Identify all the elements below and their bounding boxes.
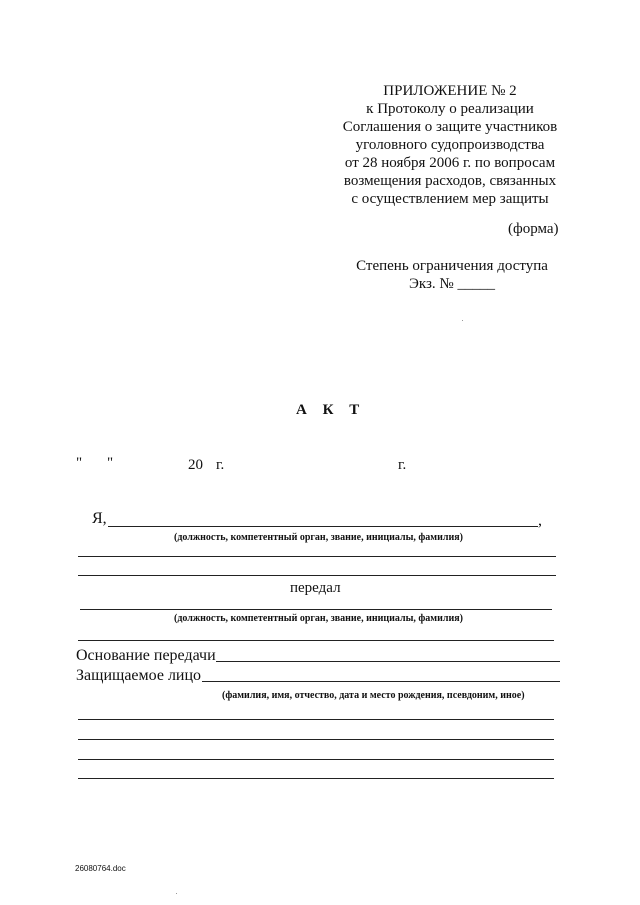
position-caption: (должность, компетентный орган, звание, инициалы, фамилия) [174,532,463,543]
appendix-title: ПРИЛОЖЕНИЕ № 2 [383,83,517,99]
recipient-line [80,609,552,610]
position-line [108,526,538,527]
basis-line [216,661,560,662]
appendix-line: с осуществлением мер защиты [351,191,549,207]
appendix-header [300,82,600,208]
access-block [302,257,602,293]
appendix-line: Соглашения о защите участников [342,119,558,135]
appendix-line: уголовного судопроизводства [355,137,545,153]
document-title: А К Т [296,402,366,418]
transferred-label: передал [290,580,341,596]
scan-speck [176,893,177,894]
blank-line [78,778,554,779]
blank-line [78,556,556,557]
blank-line [78,640,554,641]
appendix-line: от 28 ноября 2006 г. по вопросам [344,155,556,171]
blank-line [78,739,554,740]
blank-line [78,759,554,760]
blank-line [78,719,554,720]
date-quote-close: " [107,455,114,471]
protected-person-line [202,681,560,682]
appendix-line: возмещения расходов, связанных [343,173,557,189]
trailing-comma: , [538,512,542,529]
copy-number: Экз. № _____ [409,276,495,292]
blank-line [78,575,556,576]
file-name: 26080764.doc [75,864,126,873]
i-label: Я, [92,510,107,527]
year-prefix: 20 [188,457,203,473]
form-label: (форма) [508,221,559,237]
appendix-line: к Протоколу о реализации [366,101,534,117]
scan-speck [462,320,463,321]
recipient-caption: (должность, компетентный орган, звание, инициалы, фамилия) [174,613,463,624]
person-caption: (фамилия, имя, отчество, дата и место рождения, псевдоним, иное) [222,690,525,701]
basis-label: Основание передачи [76,647,216,664]
access-level: Степень ограничения доступа [356,258,548,274]
year-suffix: г. [216,457,225,473]
place-suffix: г. [398,457,407,473]
protected-person-label: Защищаемое лицо [76,667,202,684]
date-quote-open: " [76,455,83,471]
